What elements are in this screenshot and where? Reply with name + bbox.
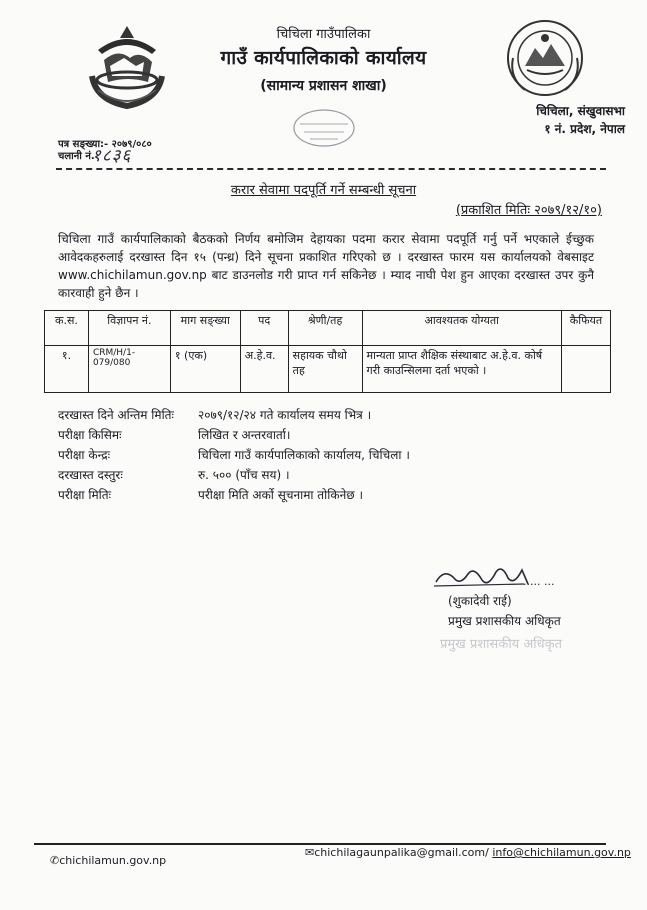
branch-name: (सामान्य प्रशासन शाखा) <box>260 78 387 94</box>
cell-advert-no: CRM/H/1-079/080 <box>88 346 170 393</box>
col-header-demand: माग सङ्ख्या <box>170 311 240 346</box>
cell-qualification: मान्यता प्राप्त शैक्षिक संस्थाबाट अ.हे.व. कोर्ष गरी काउन्सिलमा दर्ता भएको । <box>362 346 561 393</box>
cell-level: सहायक चौथो तह <box>288 346 362 393</box>
signature-dots: ..... ... <box>523 575 555 588</box>
letter-number: पत्र सङ्ख्या:- २०७९/०८० <box>58 139 152 150</box>
exam-date-label: परीक्षा मितिः <box>58 488 112 502</box>
signatory-name: (शुकादेवी राई) <box>448 594 512 608</box>
footer-email-1[interactable]: chichilagaunpalika@gmail.com/ <box>314 846 489 859</box>
footer-divider <box>34 843 606 845</box>
vacancy-table <box>44 310 611 393</box>
dispatch-number-label: चलानी नं. <box>58 151 95 162</box>
exam-type-label: परीक्षा किसिमः <box>58 428 122 442</box>
address-line-2: १ नं. प्रदेश, नेपाल <box>544 122 625 136</box>
cell-sn: १. <box>45 346 89 393</box>
exam-type-value: लिखित र अन्तरवार्ता। <box>198 428 291 442</box>
deadline-label: दरखास्त दिने अन्तिम मितिः <box>58 408 174 422</box>
footer-website-link[interactable]: chichilamun.gov.np <box>59 854 167 867</box>
municipality-name: चिचिला गाउँपालिका <box>276 27 371 42</box>
col-header-qualification: आवश्यतक योग्यता <box>362 311 561 346</box>
footer-email <box>305 846 631 859</box>
col-header-remarks: कैफियत <box>561 311 610 346</box>
fee-value: रु. ५०० (पाँच सय) । <box>198 468 290 482</box>
published-date: (प्रकाशित मितिः २०७९/१२/१०) <box>455 203 602 218</box>
cell-demand: १ (एक) <box>170 346 240 393</box>
exam-center-value: चिचिला गाउँ कार्यपालिकाको कार्यालय, चिचिला । <box>198 448 410 462</box>
col-header-post: पद <box>240 311 288 346</box>
cell-remarks <box>561 346 610 393</box>
table-row <box>45 346 611 393</box>
address-line-1: चिचिला, संखुवासभा <box>536 104 625 118</box>
footer-website <box>50 854 166 867</box>
col-header-advert-no: विज्ञापन नं. <box>88 311 170 346</box>
deadline-value: २०७९/१२/२४ गते कार्यालय समय भित्र । <box>198 408 372 422</box>
table-header-row <box>45 311 611 346</box>
cell-post: अ.हे.व. <box>240 346 288 393</box>
globe-icon: ✆ <box>50 854 60 867</box>
municipality-seal-logo <box>505 18 585 98</box>
exam-center-label: परीक्षा केन्द्रः <box>58 448 111 462</box>
exam-date-value: परीक्षा मिति अर्को सूचनामा तोकिनेछ । <box>198 488 364 502</box>
footer-email-2[interactable]: info@chichilamun.gov.np <box>492 846 631 859</box>
notice-body: चिचिला गाउँ कार्यपालिकाको बैठकको निर्णय बमोजिम देहायका पदमा करार सेवामा पदपूर्ति गर्नु पर्ने भएकाले ईच्छुक आवेदकहरुलाई दरखास्त दिन १५ (पन्ध्र) दिने सूचना प्रकाशित गरिएको छ । दरखास्त फारम यस कार्यालयको वेबसाइट www.chichilamun.gov.np बाट डाउनलोड गरी प्राप्त गर्न सकिनेछ । म्याद नाघी पेश हुन आएका दरखास्त उपर कुनै कारवाही हुने छैन । <box>58 232 594 300</box>
col-header-sn: क.स. <box>45 311 89 346</box>
signatory-post: प्रमुख प्रशासकीय अधिकृत <box>448 614 561 628</box>
envelope-icon: ✉ <box>305 846 315 859</box>
office-title: गाउँ कार्यपालिकाको कार्यालय <box>220 47 427 69</box>
notice-title: करार सेवामा पदपूर्ति गर्ने सम्बन्धी सूचना <box>230 183 417 198</box>
signatory-post-faded: प्रमुख प्रशासकीय अधिकृत <box>440 637 563 652</box>
fee-label: दरखास्त दस्तुरः <box>58 468 123 482</box>
separator-dashed <box>56 168 606 170</box>
office-stamp <box>276 106 372 152</box>
col-header-level: श्रेणी/तह <box>288 311 362 346</box>
dispatch-number-handwritten: १८३६ <box>92 146 132 166</box>
